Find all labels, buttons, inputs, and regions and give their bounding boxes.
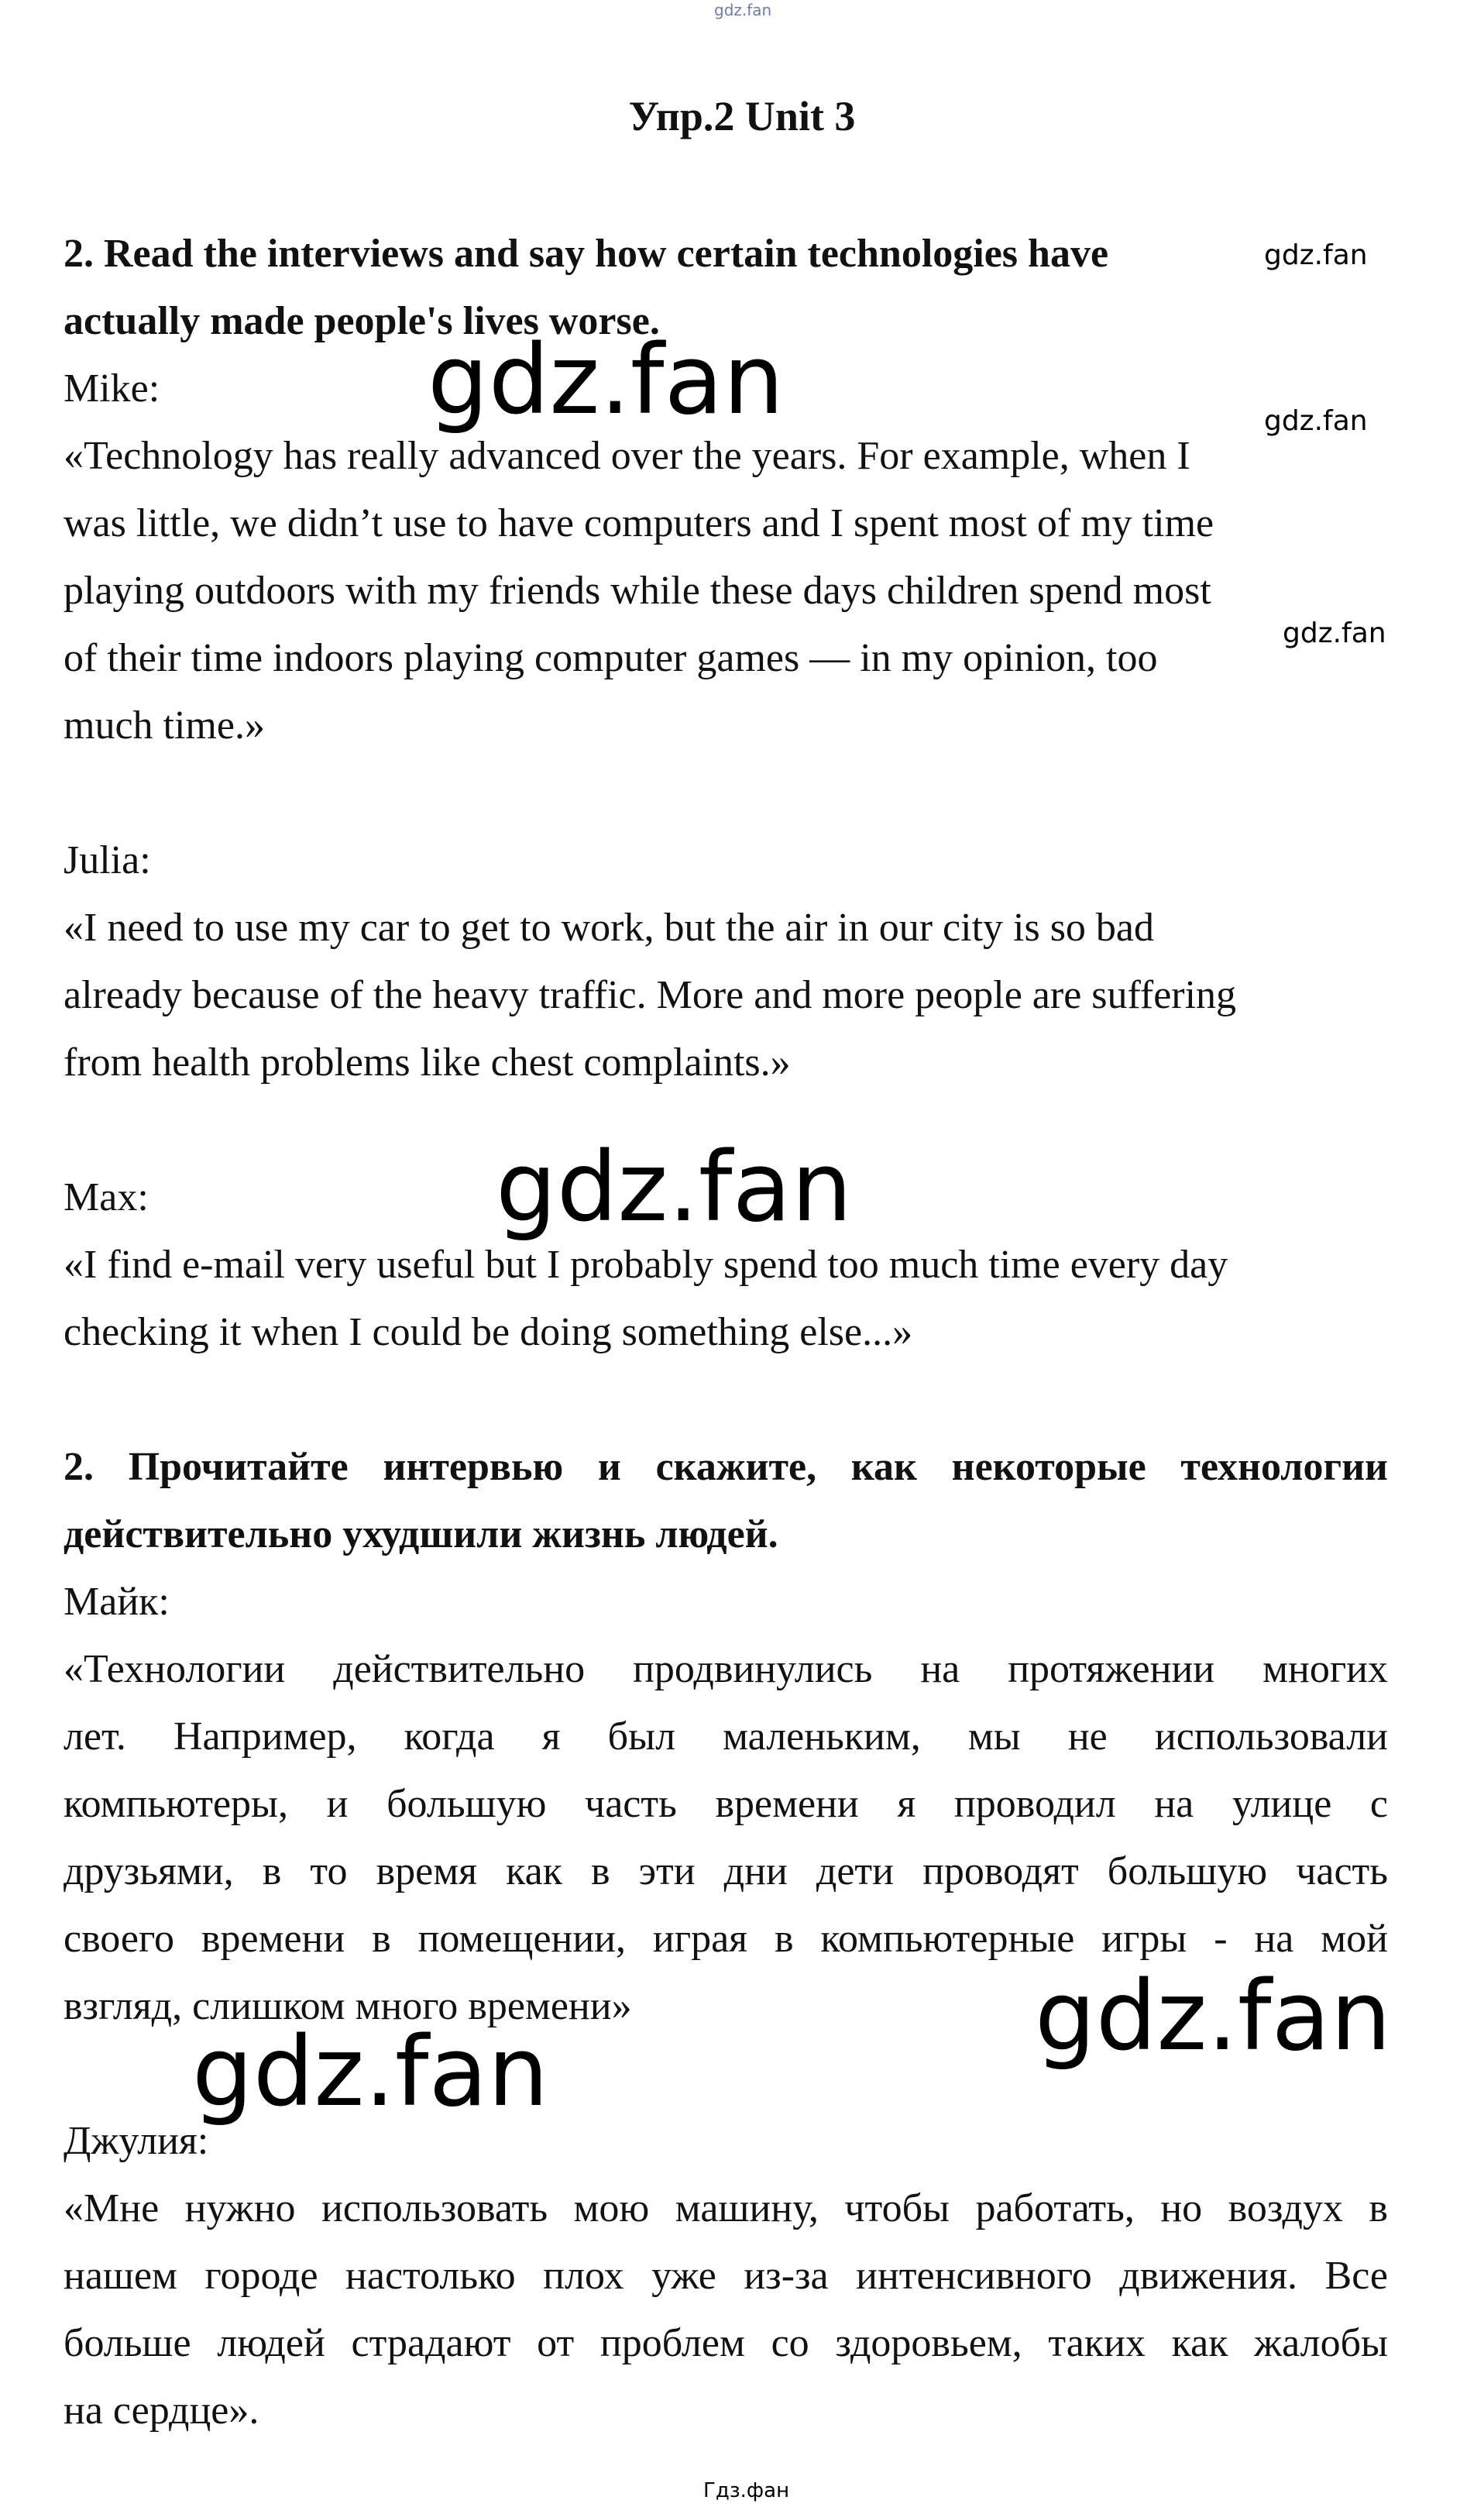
english-task-line-2: actually made people's lives worse. xyxy=(64,299,660,343)
russian-julia-line-1: «Мне нужно использовать мою машину, чтобы работать, но воздух в xyxy=(64,2186,1388,2230)
watermark-big-1: gdz.fan xyxy=(428,325,785,436)
english-max-label: Max: xyxy=(64,1175,149,1219)
russian-task-line-2: действительно ухудшили жизнь людей. xyxy=(64,1512,778,1556)
english-julia-line-1: «I need to use my car to get to work, but the air in our city is so bad xyxy=(64,906,1155,950)
footer-watermark: Гдз.фан xyxy=(703,2479,790,2502)
russian-julia-line-4: на сердце». xyxy=(64,2388,259,2433)
watermark-big-2: gdz.fan xyxy=(496,1132,853,1243)
watermark-big-3: gdz.fan xyxy=(1035,1961,1392,2072)
english-julia-line-2: already because of the heavy traffic. More and more people are suffering xyxy=(64,973,1237,1017)
english-task-line-1: 2. Read the interviews and say how certain technologies have xyxy=(64,232,1109,276)
english-mike-line-5: much time.» xyxy=(64,703,265,748)
russian-julia-line-3: больше людей страдают от проблем со здоровьем, таких как жалобы xyxy=(64,2321,1388,2365)
watermark-small-1: gdz.fan xyxy=(1264,239,1368,271)
russian-mike-label: Майк: xyxy=(64,1580,170,1624)
english-max-line-1: «I find e-mail very useful but I probably spend too much time every day xyxy=(64,1243,1228,1287)
russian-task-line-1: 2. Прочитайте интервью и скажите, как некоторые технологии xyxy=(64,1445,1388,1489)
russian-mike-line-1: «Технологии действительно продвинулись на протяжении многих xyxy=(64,1647,1388,1691)
english-mike-line-3: playing outdoors with my friends while these days children spend most xyxy=(64,569,1211,613)
russian-julia-line-2: нашем городе настолько плох уже из-за интенсивного движения. Все xyxy=(64,2254,1388,2298)
russian-julia-label: Джулия: xyxy=(64,2119,209,2163)
english-mike-line-1: «Technology has really advanced over the years. For example, when I xyxy=(64,434,1190,478)
russian-mike-line-4: друзьями, в то время как в эти дни дети проводят большую часть xyxy=(64,1849,1388,1893)
english-max-line-2: checking it when I could be doing something else...» xyxy=(64,1310,913,1354)
english-julia-line-3: from health problems like chest complaints.» xyxy=(64,1040,791,1085)
english-mike-line-4: of their time indoors playing computer games — in my opinion, too xyxy=(64,636,1158,680)
watermark-small-2: gdz.fan xyxy=(1264,405,1368,437)
russian-mike-line-2: лет. Например, когда я был маленьким, мы не использовали xyxy=(64,1714,1388,1759)
watermark-big-4: gdz.fan xyxy=(192,2017,549,2128)
page-title: Упр.2 Unit 3 xyxy=(628,93,856,139)
russian-mike-line-6: взгляд, слишком много времени» xyxy=(64,1984,632,2028)
english-mike-label: Mike: xyxy=(64,366,160,411)
english-julia-label: Julia: xyxy=(64,838,151,882)
watermark-small-3: gdz.fan xyxy=(1283,617,1386,649)
russian-mike-line-5: своего времени в помещении, играя в компьютерные игры - на мой xyxy=(64,1917,1388,1961)
top-watermark: gdz.fan xyxy=(714,1,772,19)
russian-mike-line-3: компьютеры, и большую часть времени я проводил на улице с xyxy=(64,1782,1388,1826)
english-mike-line-2: was little, we didn’t use to have computers and I spent most of my time xyxy=(64,501,1214,545)
